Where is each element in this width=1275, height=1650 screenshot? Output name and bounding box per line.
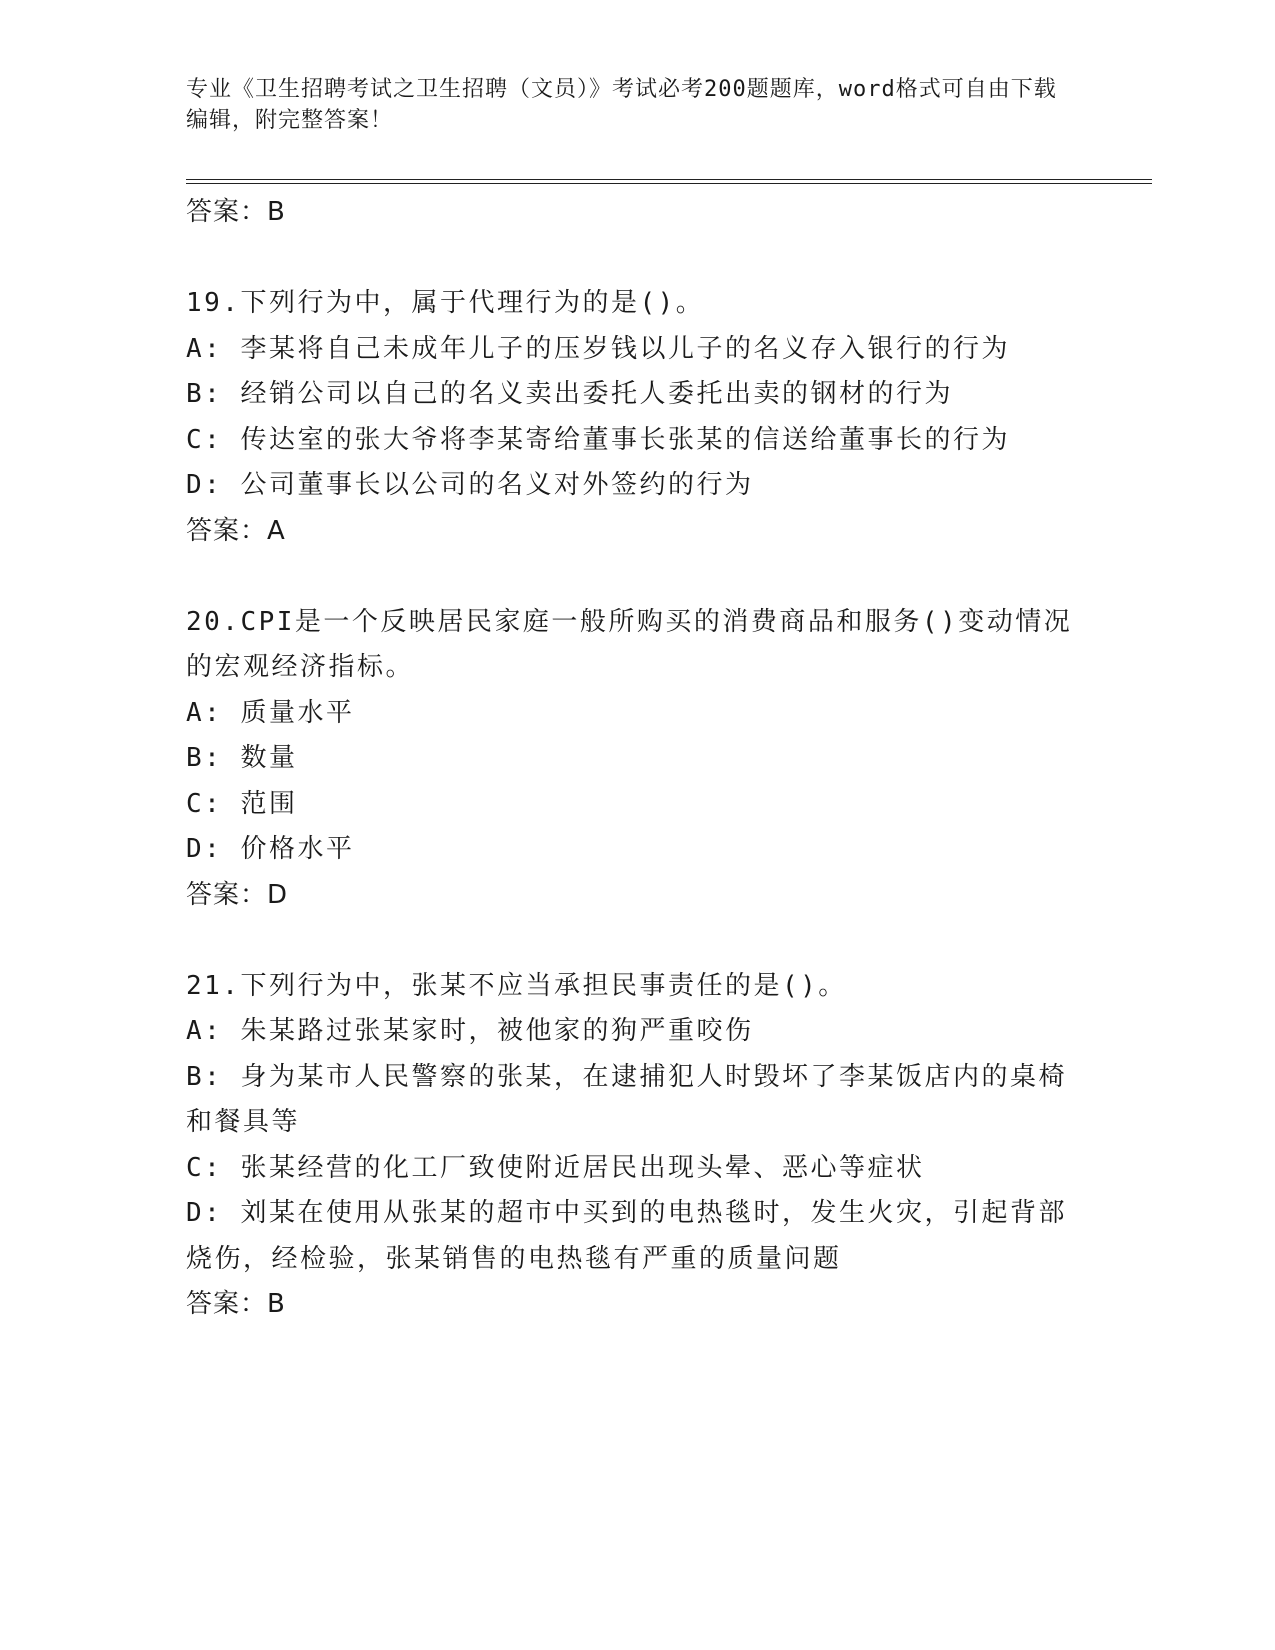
question-19 (186, 281, 1086, 554)
option-d (186, 827, 1086, 873)
option-key: A: (186, 333, 223, 364)
question-list (186, 190, 1086, 1328)
option-a (186, 1009, 1086, 1055)
option-text: 朱某路过张某家时，被他家的狗严重咬伤 (240, 1016, 754, 1046)
option-text: 范围 (240, 788, 298, 819)
option-key: B: (186, 743, 223, 773)
answer-line: 答案：B (186, 197, 286, 227)
option-b (186, 736, 1086, 782)
question-21 (186, 964, 1086, 1328)
option-key: D: (186, 834, 223, 864)
header-rule-top (186, 179, 1152, 180)
option-key: C: (186, 1152, 223, 1183)
answer-line: 答案：B (186, 1289, 286, 1319)
option-key: C: (186, 788, 223, 819)
option-key: A: (186, 697, 223, 728)
option-text: 张某经营的化工厂致使附近居民出现头晕、恶心等症状 (240, 1152, 925, 1183)
option-c (186, 1146, 1086, 1192)
option-key: B: (186, 1061, 223, 1092)
option-key: D: (186, 470, 223, 500)
option-text: 价格水平 (240, 834, 355, 864)
question-20 (186, 600, 1086, 919)
page-header: 专业《卫生招聘考试之卫生招聘（文员）》考试必考200题题库，word格式可自由下载编辑，附完整答案！ (186, 77, 1057, 133)
option-a (186, 691, 1086, 737)
question-stem: 20.CPI是一个反映居民家庭一般所购买的消费商品和服务()变动情况的宏观经济指标。 (186, 606, 1073, 682)
option-text: 数量 (240, 743, 298, 773)
option-c (186, 418, 1086, 464)
option-a (186, 327, 1086, 373)
option-c (186, 782, 1086, 828)
option-d (186, 1191, 1086, 1282)
option-d (186, 463, 1086, 509)
option-b (186, 372, 1086, 418)
option-key: B: (186, 379, 223, 409)
option-text: 刘某在使用从张某的超市中买到的电热毯时，发生火灾，引起背部烧伤，经检验，张某销售的电热毯有严重的质量问题 (186, 1198, 1067, 1274)
option-text: 经销公司以自己的名义卖出委托人委托出卖的钢材的行为 (240, 379, 953, 409)
question-stem: 21.下列行为中，张某不应当承担民事责任的是()。 (186, 970, 847, 1001)
option-key: A: (186, 1016, 223, 1046)
option-key: D: (186, 1198, 223, 1228)
answer-line: 答案：D (186, 879, 289, 910)
answer-line: 答案：A (186, 515, 286, 546)
question-stem: 19.下列行为中，属于代理行为的是()。 (186, 288, 705, 318)
option-b (186, 1055, 1086, 1146)
header-rule-bottom (186, 183, 1152, 184)
option-text: 身为某市人民警察的张某，在逮捕犯人时毁坏了李某饭店内的桌椅和餐具等 (186, 1061, 1067, 1137)
option-text: 质量水平 (240, 697, 355, 728)
option-key: C: (186, 424, 223, 455)
option-text: 公司董事长以公司的名义对外签约的行为 (240, 470, 754, 500)
option-text: 传达室的张大爷将李某寄给董事长张某的信送给董事长的行为 (240, 424, 1010, 455)
option-text: 李某将自己未成年儿子的压岁钱以儿子的名义存入银行的行为 (240, 333, 1010, 364)
